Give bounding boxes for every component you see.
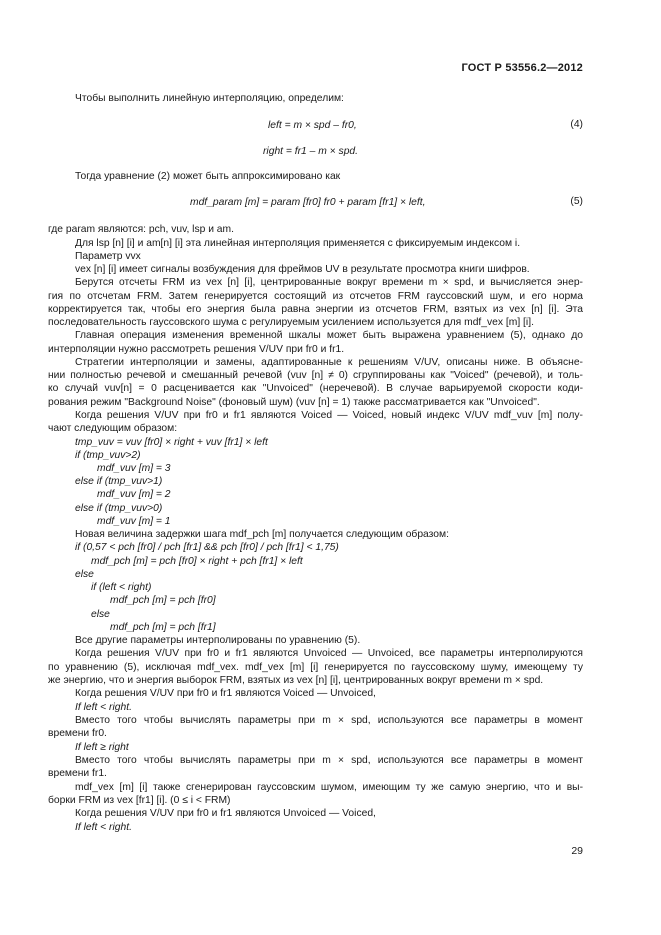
- code-line: else if (tmp_vuv>0): [75, 503, 163, 514]
- code-line: mdf_vuv [m] = 1: [97, 516, 171, 527]
- text-line: где param являются: pch, vuv, lsp и am.: [48, 224, 234, 235]
- code-line: mdf_pch [m] = pch [fr0] × right + pch [fr1] × left: [91, 556, 303, 567]
- code-line: If left < right.: [75, 822, 132, 833]
- code-line: mdf_pch [m] = pch [fr0]: [110, 595, 216, 606]
- section-title: Параметр vvx: [75, 251, 141, 262]
- page-number: 29: [571, 845, 583, 857]
- code-line: If left ≥ right: [75, 742, 129, 753]
- text-line: по уравнению (5), исключая mdf_vex. mdf_vex [m] [i] генерируется по гауссовскому шуму, имеющему ту: [48, 662, 583, 673]
- text-line: чают следующим образом:: [48, 423, 178, 434]
- code-line: if (0,57 < pch [fr0] / pch [fr1] && pch [fr0] / pch [fr1] < 1,75): [75, 542, 339, 553]
- text-line: Когда решения V/UV при fr0 и fr1 являются Voiced — Voiced, новый индекс V/UV mdf_vuv [m] полу-: [75, 410, 583, 421]
- code-line: mdf_vuv [m] = 2: [97, 489, 171, 500]
- text-line: нии полностью речевой и смешанный речевой (vuv [n] ≠ 0) сгруппированы как "Voiced" (речевой), и толь-: [48, 370, 583, 381]
- code-line: if (left < right): [91, 582, 152, 593]
- text-line: Когда решения V/UV при fr0 и fr1 являются Voiced — Unvoiced,: [75, 688, 376, 699]
- text-line: Чтобы выполнить линейную интерполяцию, определим:: [75, 93, 344, 104]
- text-line: Новая величина задержки шага mdf_pch [m] получается следующим образом:: [75, 529, 449, 540]
- equation-number: (5): [570, 196, 583, 207]
- text-line: mdf_vex [m] [i] также сгенерирован гауссовским шумом, имеющим ту же самую энергию, что и вы-: [75, 782, 583, 793]
- code-line: mdf_vuv [m] = 3: [97, 463, 171, 474]
- equation-mdf-param: mdf_param [m] = param [fr0] fr0 + param [fr1] × left,: [190, 197, 426, 208]
- text-line: времени fr1.: [48, 768, 107, 779]
- code-line: else: [91, 609, 110, 620]
- text-line: рования режим "Background Noise" (фоновый шум) (vuv [n] = 1) также рассматривается как "Unvoiced".: [48, 397, 540, 408]
- code-line: mdf_pch [m] = pch [fr1]: [110, 622, 216, 633]
- text-line: vex [n] [i] имеет сигналы возбуждения для фреймов UV в результате просмотра книги шифров.: [75, 264, 530, 275]
- text-line: борки FRM из vex [fr1] [i]. (0 ≤ i < FRM): [48, 795, 231, 806]
- text-line: Когда решения V/UV при fr0 и fr1 являются Unvoiced — Voiced,: [75, 808, 376, 819]
- text-line: Все другие параметры интерполированы по уравнению (5).: [75, 635, 361, 646]
- text-line: интерполяции нужно рассмотреть решения V/UV при fr0 и fr1.: [48, 344, 345, 355]
- equation-right: right = fr1 – m × spd.: [263, 146, 359, 157]
- text-line: гия по отсчетам FRM. Затем генерируется состоящий из отсчетов FRM гауссовский шум, и его норма: [48, 291, 583, 302]
- code-line: tmp_vuv = vuv [fr0] × right + vuv [fr1] × left: [75, 437, 268, 448]
- text-line: времени fr0.: [48, 728, 107, 739]
- text-line: Для lsp [n] [i] и am[n] [i] эта линейная интерполяция применяется с фиксируемым индексом i.: [75, 238, 521, 249]
- equation-left: left = m × spd – fr0,: [268, 120, 357, 131]
- text-line: Вместо того чтобы вычислять параметры при m × spd, используются все параметры в момент: [75, 755, 583, 766]
- text-line: Вместо того чтобы вычислять параметры при m × spd, используются все параметры в момент: [75, 715, 583, 726]
- code-line: If left < right.: [75, 702, 132, 713]
- text-line: ко случай vuv[n] = 0 расценивается как "Unvoiced" (неречевой). В случае варьируемой скорости коди-: [48, 383, 583, 394]
- text-line: последовательность гауссовского шума с регулируемым усилением используется для mdf_vex [m] [i].: [48, 317, 534, 328]
- text-line: Стратегии интерполяции и замены, адаптированные к решениям V/UV, описаны ниже. В объясне-: [75, 357, 583, 368]
- text-line: Тогда уравнение (2) может быть аппроксимировано как: [75, 171, 341, 182]
- standard-header: ГОСТ Р 53556.2—2012: [461, 62, 583, 74]
- code-line: else if (tmp_vuv>1): [75, 476, 163, 487]
- text-line: же энергию, что и энергия выборок FRM, взятых из vex [n] [i], центрированных вокруг времени m × spd.: [48, 675, 544, 686]
- text-line: Когда решения V/UV при fr0 и fr1 являются Unvoiced — Unvoiced, все параметры интерполируются: [75, 648, 583, 659]
- text-line: Берутся отсчеты FRM из vex [n] [i], центрированные вокруг времени m × spd, и вычисляется энер-: [75, 277, 583, 288]
- text-line: корректируется так, чтобы его энергия была равна энергии из отсчетов FRM, взятых из vex [n] [i]. Эта: [48, 304, 583, 315]
- equation-number: (4): [570, 119, 583, 130]
- code-line: if (tmp_vuv>2): [75, 450, 141, 461]
- code-line: else: [75, 569, 94, 580]
- text-line: Главная операция изменения временной шкалы может быть выражена уравнением (5), однако до: [75, 330, 583, 341]
